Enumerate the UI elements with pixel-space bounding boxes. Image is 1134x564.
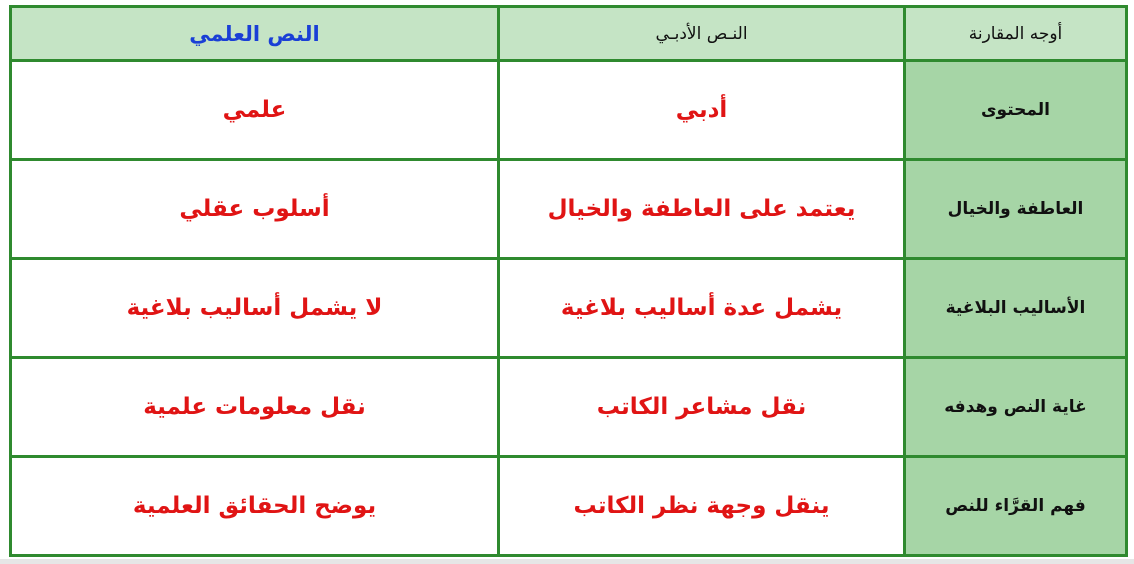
- scientific-cell: يوضح الحقائق العلمية: [11, 457, 499, 556]
- literary-cell: يعتمد على العاطفة والخيال: [499, 160, 905, 259]
- header-scientific: [11, 7, 499, 61]
- header-literary: [499, 7, 905, 61]
- aspect-cell: العاطفة والخيال: [905, 160, 1127, 259]
- literary-cell: نقل مشاعر الكاتب: [499, 358, 905, 457]
- header-scientific-label: النص العلمي: [189, 21, 320, 46]
- scientific-cell: نقل معلومات علمية: [11, 358, 499, 457]
- table-header-row: [11, 7, 1127, 61]
- header-literary-label: النـص الأدبـي: [655, 23, 748, 44]
- aspect-cell: المحتوى: [905, 61, 1127, 160]
- literary-cell: ينقل وجهة نظر الكاتب: [499, 457, 905, 556]
- comparison-table: [9, 5, 1128, 557]
- header-aspect-label: أوجه المقارنة: [968, 23, 1063, 44]
- aspect-cell: غاية النص وهدفه: [905, 358, 1127, 457]
- table-row: [11, 160, 1127, 259]
- literary-cell: يشمل عدة أساليب بلاغية: [499, 259, 905, 358]
- table-row: [11, 259, 1127, 358]
- table-row: [11, 457, 1127, 556]
- aspect-cell: فهم القرَّاء للنص: [905, 457, 1127, 556]
- literary-cell: أدبي: [499, 61, 905, 160]
- aspect-cell: الأساليب البلاغية: [905, 259, 1127, 358]
- table-row: [11, 61, 1127, 160]
- bottom-divider: [0, 559, 1134, 564]
- scientific-cell: أسلوب عقلي: [11, 160, 499, 259]
- table-row: [11, 358, 1127, 457]
- scientific-cell: علمي: [11, 61, 499, 160]
- scientific-cell: لا يشمل أساليب بلاغية: [11, 259, 499, 358]
- header-aspect: [905, 7, 1127, 61]
